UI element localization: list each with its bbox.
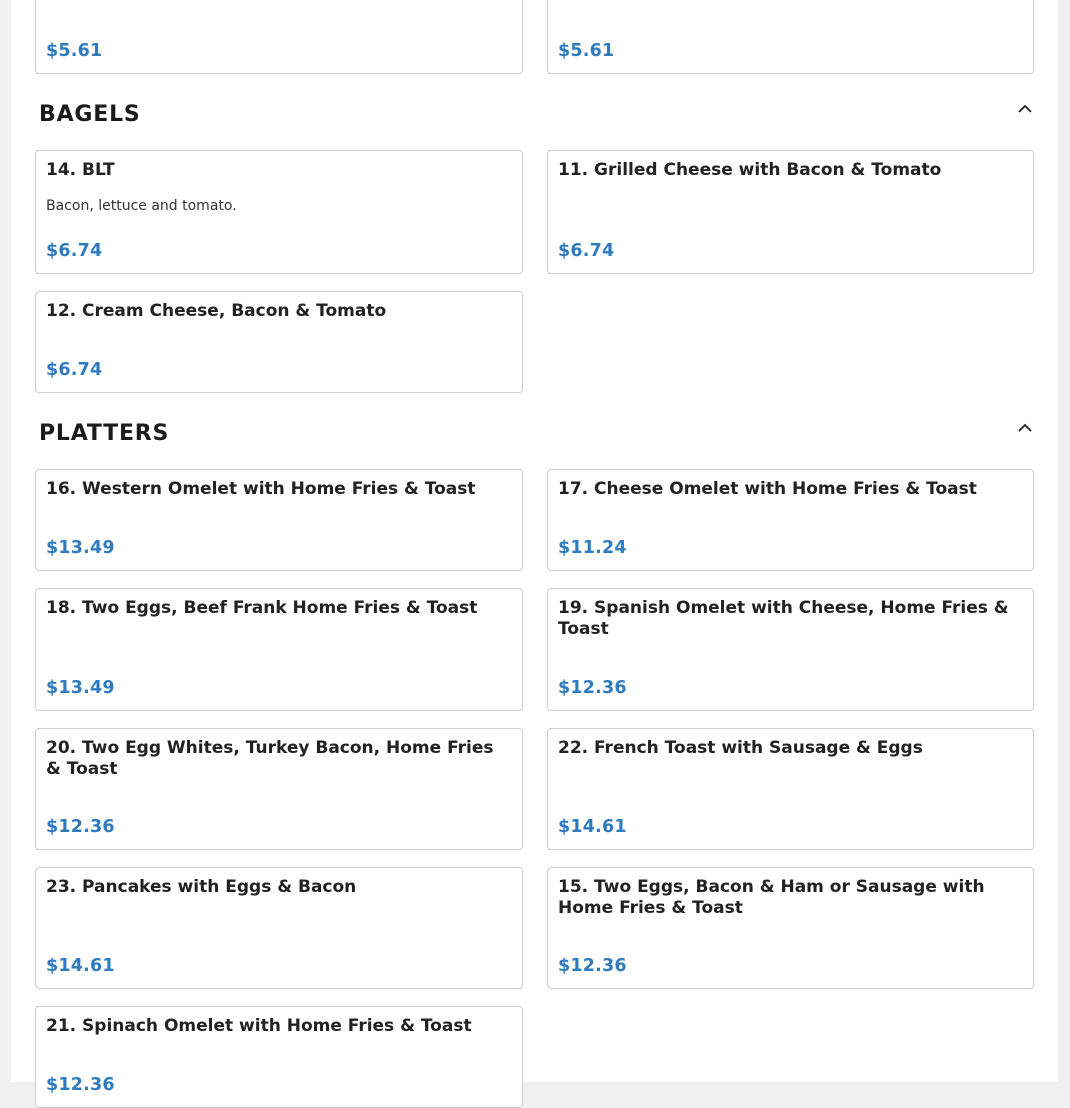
menu-item-card[interactable]	[35, 867, 523, 989]
menu-item-card[interactable]	[547, 867, 1034, 989]
menu-item-card[interactable]	[35, 728, 523, 850]
menu-item-card[interactable]	[547, 728, 1034, 850]
menu-item-price: $6.74	[558, 241, 615, 261]
menu-item-name: 19. Spanish Omelet with Cheese, Home Fries & Toast	[558, 598, 1009, 639]
menu-item-price: $5.61	[558, 41, 615, 61]
menu-item-price: $11.24	[558, 538, 627, 558]
menu-item-price: $6.74	[46, 241, 103, 261]
menu-item-name: 12. Cream Cheese, Bacon & Tomato	[46, 301, 387, 321]
menu-item-card[interactable]	[35, 150, 523, 274]
menu-item-price: $13.49	[46, 678, 115, 698]
menu-item-card[interactable]	[35, 588, 523, 711]
menu-item-card[interactable]	[547, 150, 1034, 274]
menu-item-price: $14.61	[46, 956, 115, 976]
menu-item-card[interactable]	[35, 1006, 523, 1108]
section-title-bagels: BAGELS	[39, 102, 141, 127]
chevron-up-icon[interactable]	[1015, 99, 1035, 119]
menu-item-name: 21. Spinach Omelet with Home Fries & Toast	[46, 1016, 472, 1036]
menu-item-price: $13.49	[46, 538, 115, 558]
menu-item-name: 17. Cheese Omelet with Home Fries & Toast	[558, 479, 977, 499]
menu-item-name: 11. Grilled Cheese with Bacon & Tomato	[558, 160, 942, 180]
menu-item-price: $14.61	[558, 817, 627, 837]
menu-item-price: $5.61	[46, 41, 103, 61]
menu-item-name: 23. Pancakes with Eggs & Bacon	[46, 877, 357, 897]
menu-page	[11, 0, 1058, 1095]
menu-item-card[interactable]	[35, 469, 523, 571]
menu-item-name: 22. French Toast with Sausage & Eggs	[558, 738, 923, 758]
menu-item-card[interactable]	[35, 291, 523, 393]
menu-item-price: $12.36	[46, 1075, 115, 1095]
chevron-up-icon[interactable]	[1015, 418, 1035, 438]
menu-item-card[interactable]	[547, 588, 1034, 711]
menu-item-description: Bacon, lettuce and tomato.	[46, 198, 237, 214]
menu-item-card[interactable]	[35, 0, 523, 74]
menu-item-price: $12.36	[558, 678, 627, 698]
menu-item-name: 14. BLT	[46, 160, 115, 180]
menu-item-price: $6.74	[46, 360, 103, 380]
menu-item-name: 16. Western Omelet with Home Fries & Toast	[46, 479, 476, 499]
menu-item-price: $12.36	[46, 817, 115, 837]
menu-item-name: 18. Two Eggs, Beef Frank Home Fries & Toast	[46, 598, 478, 618]
menu-item-price: $12.36	[558, 956, 627, 976]
menu-item-card[interactable]	[547, 469, 1034, 571]
menu-item-card[interactable]	[547, 0, 1034, 74]
menu-item-name: 15. Two Eggs, Bacon & Ham or Sausage with Home Fries & Toast	[558, 877, 985, 918]
section-title-platters: PLATTERS	[39, 421, 170, 446]
menu-item-name: 20. Two Egg Whites, Turkey Bacon, Home Fries & Toast	[46, 738, 494, 779]
